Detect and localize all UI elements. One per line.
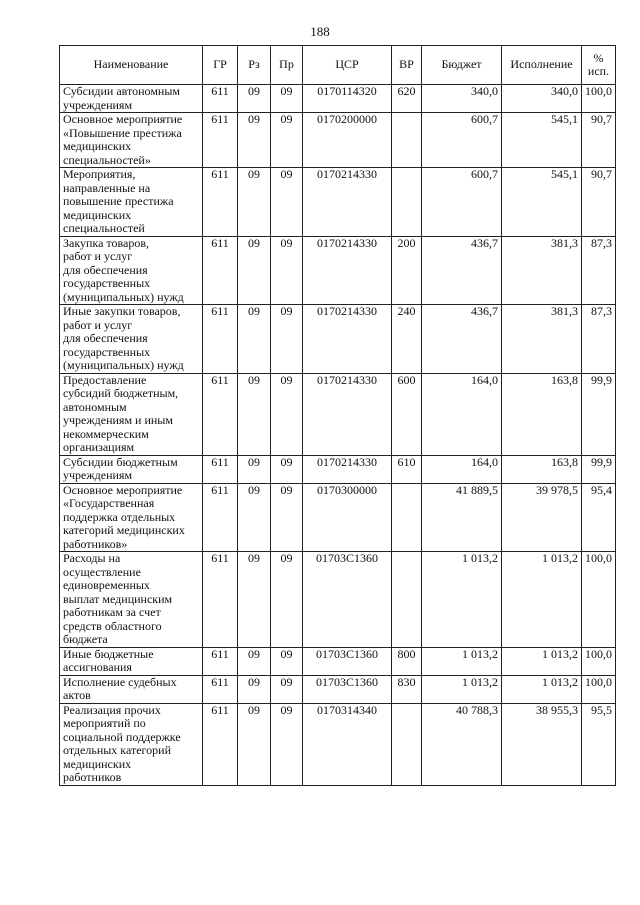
cell-pr: 09 [271,647,303,675]
table-row [60,236,616,305]
cell-csr: 0170300000 [303,483,392,552]
cell-gr: 611 [203,675,238,703]
cell-vr: 830 [392,675,422,703]
cell-percent: 95,5 [582,703,616,785]
cell-rz: 09 [238,552,271,648]
cell-name: Основное мероприятие «Государственная поддержка отдельных категорий медицинских работников» [60,483,203,552]
cell-rz: 09 [238,236,271,305]
header-percent: % исп. [582,46,616,85]
cell-rz: 09 [238,647,271,675]
cell-budget: 1 013,2 [422,552,502,648]
cell-gr: 611 [203,113,238,168]
cell-csr: 01703C1360 [303,675,392,703]
cell-budget: 340,0 [422,85,502,113]
cell-pr: 09 [271,373,303,455]
page-number: 188 [310,24,330,39]
cell-percent: 100,0 [582,552,616,648]
cell-budget: 41 889,5 [422,483,502,552]
cell-percent: 100,0 [582,85,616,113]
cell-csr: 0170114320 [303,85,392,113]
cell-name: Реализация прочих мероприятий по социальной поддержке отдельных категорий медицинских работников [60,703,203,785]
cell-execution: 163,8 [502,455,582,483]
cell-vr: 240 [392,305,422,374]
cell-gr: 611 [203,647,238,675]
cell-percent: 90,7 [582,168,616,237]
cell-csr: 0170314340 [303,703,392,785]
cell-vr [392,483,422,552]
cell-gr: 611 [203,455,238,483]
cell-pr: 09 [271,305,303,374]
cell-name: Мероприятия, направленные на повышение престижа медицинских специальностей [60,168,203,237]
cell-budget: 164,0 [422,455,502,483]
cell-pr: 09 [271,168,303,237]
header-budget: Бюджет [422,46,502,85]
cell-percent: 95,4 [582,483,616,552]
cell-rz: 09 [238,373,271,455]
table-header-row [60,46,616,85]
cell-gr: 611 [203,483,238,552]
cell-name: Субсидии бюджетным учреждениям [60,455,203,483]
cell-gr: 611 [203,85,238,113]
header-pr: Пр [271,46,303,85]
cell-name: Исполнение судебных актов [60,675,203,703]
cell-execution: 381,3 [502,236,582,305]
cell-csr: 0170214330 [303,168,392,237]
cell-vr: 200 [392,236,422,305]
cell-vr [392,113,422,168]
cell-rz: 09 [238,85,271,113]
cell-name: Предоставление субсидий бюджетным, автономным учреждениям и иным некоммерческим организациям [60,373,203,455]
cell-execution: 545,1 [502,113,582,168]
cell-percent: 99,9 [582,373,616,455]
cell-budget: 164,0 [422,373,502,455]
cell-csr: 01703C1360 [303,552,392,648]
table-row [60,373,616,455]
cell-budget: 1 013,2 [422,647,502,675]
cell-name: Основное мероприятие «Повышение престижа медицинских специальностей» [60,113,203,168]
cell-rz: 09 [238,675,271,703]
cell-execution: 340,0 [502,85,582,113]
table-row [60,483,616,552]
cell-percent: 87,3 [582,305,616,374]
table-body [60,85,616,786]
table-row [60,455,616,483]
header-name: Наименование [60,46,203,85]
cell-budget: 1 013,2 [422,675,502,703]
cell-pr: 09 [271,703,303,785]
cell-vr: 800 [392,647,422,675]
cell-budget: 40 788,3 [422,703,502,785]
cell-rz: 09 [238,455,271,483]
table-row [60,168,616,237]
cell-percent: 100,0 [582,647,616,675]
cell-rz: 09 [238,305,271,374]
cell-pr: 09 [271,552,303,648]
cell-execution: 163,8 [502,373,582,455]
cell-gr: 611 [203,168,238,237]
cell-execution: 1 013,2 [502,675,582,703]
cell-pr: 09 [271,236,303,305]
cell-percent: 99,9 [582,455,616,483]
cell-csr: 01703C1360 [303,647,392,675]
cell-execution: 1 013,2 [502,552,582,648]
cell-pr: 09 [271,675,303,703]
budget-execution-table [59,45,616,786]
cell-execution: 38 955,3 [502,703,582,785]
header-gr: ГР [203,46,238,85]
cell-pr: 09 [271,455,303,483]
cell-gr: 611 [203,373,238,455]
cell-vr: 600 [392,373,422,455]
cell-percent: 100,0 [582,675,616,703]
cell-csr: 0170214330 [303,373,392,455]
cell-rz: 09 [238,168,271,237]
cell-vr [392,552,422,648]
cell-csr: 0170214330 [303,455,392,483]
cell-name: Иные закупки товаров, работ и услуг для обеспечения государственных (муниципальных) нужд [60,305,203,374]
header-vr: ВР [392,46,422,85]
cell-execution: 1 013,2 [502,647,582,675]
cell-percent: 90,7 [582,113,616,168]
header-execution: Исполнение [502,46,582,85]
cell-budget: 600,7 [422,168,502,237]
cell-vr: 620 [392,85,422,113]
cell-csr: 0170214330 [303,236,392,305]
cell-budget: 436,7 [422,305,502,374]
table-row [60,552,616,648]
cell-gr: 611 [203,305,238,374]
table-row [60,675,616,703]
table-row [60,85,616,113]
cell-vr [392,703,422,785]
cell-vr: 610 [392,455,422,483]
cell-name: Субсидии автономным учреждениям [60,85,203,113]
cell-rz: 09 [238,483,271,552]
cell-csr: 0170200000 [303,113,392,168]
header-csr: ЦСР [303,46,392,85]
cell-pr: 09 [271,113,303,168]
cell-name: Закупка товаров, работ и услуг для обеспечения государственных (муниципальных) нужд [60,236,203,305]
cell-name: Расходы на осуществление единовременных выплат медицинским работникам за счет средств областного бюджета [60,552,203,648]
cell-csr: 0170214330 [303,305,392,374]
cell-rz: 09 [238,113,271,168]
cell-execution: 39 978,5 [502,483,582,552]
cell-name: Иные бюджетные ассигнования [60,647,203,675]
cell-gr: 611 [203,552,238,648]
table-row [60,305,616,374]
cell-vr [392,168,422,237]
table-row [60,703,616,785]
cell-execution: 381,3 [502,305,582,374]
table-row [60,647,616,675]
cell-gr: 611 [203,703,238,785]
cell-budget: 436,7 [422,236,502,305]
cell-pr: 09 [271,483,303,552]
table-row [60,113,616,168]
cell-gr: 611 [203,236,238,305]
cell-pr: 09 [271,85,303,113]
header-rz: Рз [238,46,271,85]
cell-budget: 600,7 [422,113,502,168]
cell-percent: 87,3 [582,236,616,305]
cell-rz: 09 [238,703,271,785]
cell-execution: 545,1 [502,168,582,237]
